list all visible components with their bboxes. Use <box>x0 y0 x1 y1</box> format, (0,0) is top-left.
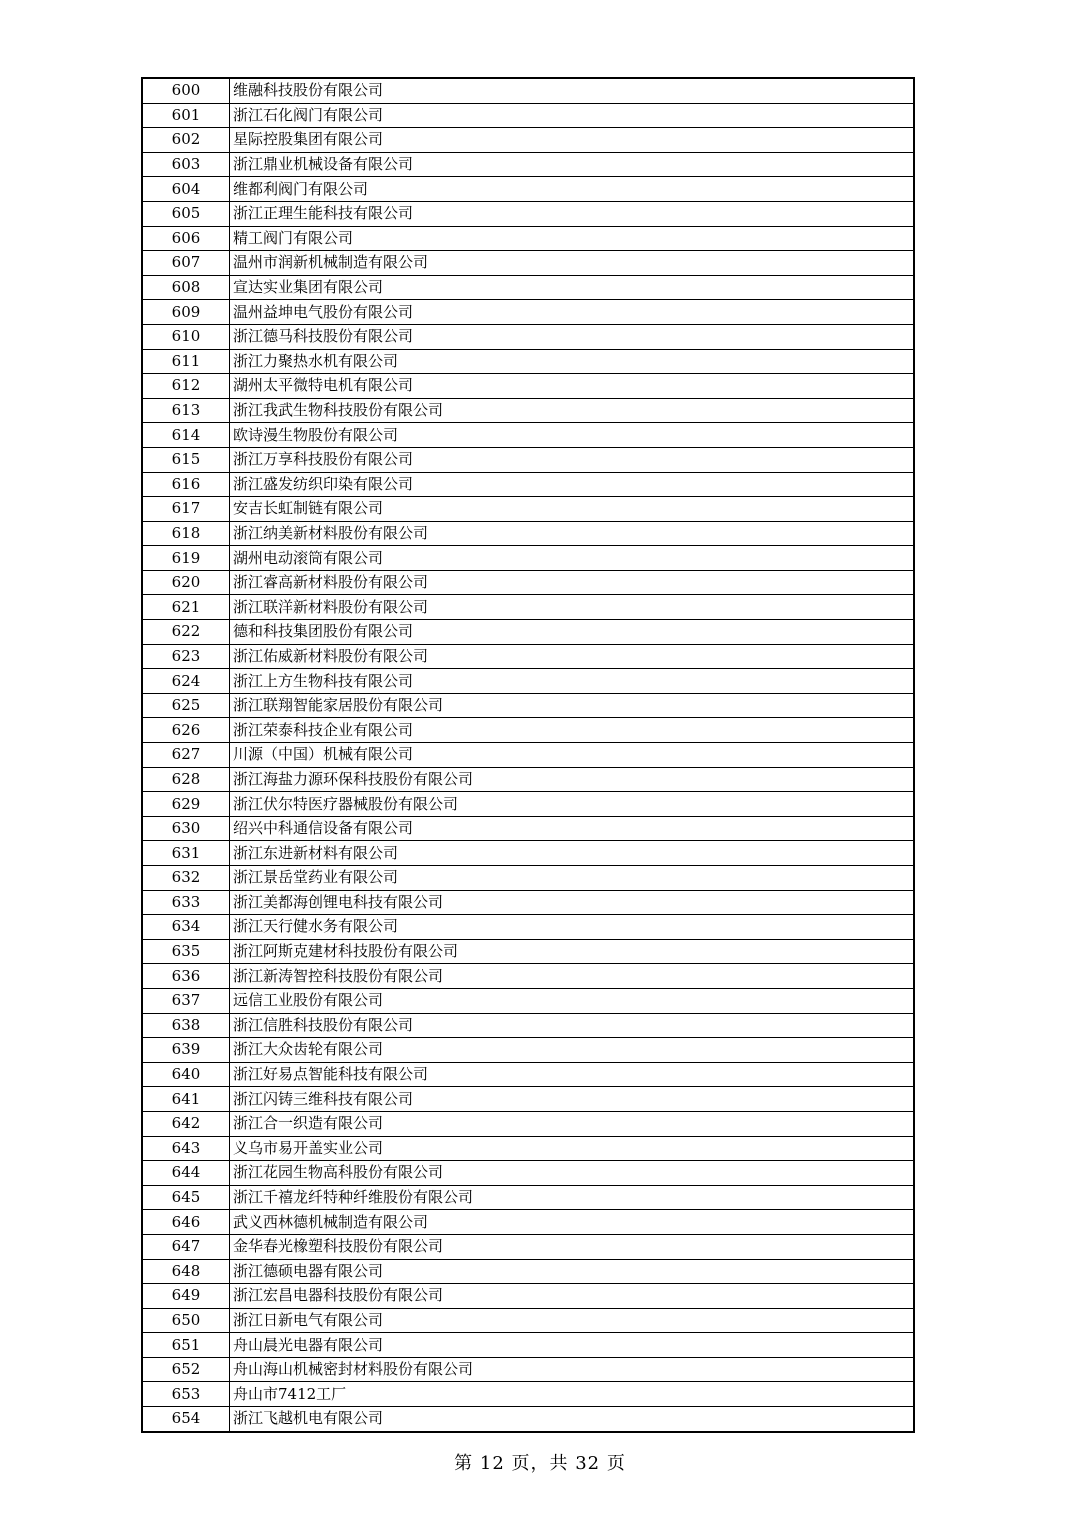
table-row <box>142 816 914 841</box>
company-name-cell: 欧诗漫生物股份有限公司 <box>230 423 915 448</box>
row-index-cell: 612 <box>142 374 230 399</box>
company-name-cell: 湖州电动滚筒有限公司 <box>230 546 915 571</box>
company-name-cell: 浙江信胜科技股份有限公司 <box>230 1013 915 1038</box>
company-name-cell: 温州益坤电气股份有限公司 <box>230 300 915 325</box>
row-index-cell: 651 <box>142 1333 230 1358</box>
row-index-cell: 603 <box>142 152 230 177</box>
row-index-cell: 640 <box>142 1062 230 1087</box>
company-name-cell: 浙江睿高新材料股份有限公司 <box>230 570 915 595</box>
row-index-cell: 636 <box>142 964 230 989</box>
table-row <box>142 964 914 989</box>
table-row <box>142 1087 914 1112</box>
table-row <box>142 546 914 571</box>
table-row <box>142 1185 914 1210</box>
company-name-cell: 星际控股集团有限公司 <box>230 128 915 153</box>
row-index-cell: 625 <box>142 693 230 718</box>
table-row <box>142 693 914 718</box>
row-index-cell: 601 <box>142 103 230 128</box>
table-row <box>142 939 914 964</box>
table-row <box>142 1382 914 1407</box>
company-name-cell: 浙江万享科技股份有限公司 <box>230 447 915 472</box>
table-row <box>142 1407 914 1432</box>
company-name-cell: 宣达实业集团有限公司 <box>230 275 915 300</box>
company-name-cell: 浙江纳美新材料股份有限公司 <box>230 521 915 546</box>
row-index-cell: 622 <box>142 620 230 645</box>
table-row <box>142 1136 914 1161</box>
table-row <box>142 349 914 374</box>
table-row <box>142 767 914 792</box>
company-name-cell: 浙江合一织造有限公司 <box>230 1111 915 1136</box>
row-index-cell: 618 <box>142 521 230 546</box>
table-row <box>142 251 914 276</box>
company-name-cell: 温州市润新机械制造有限公司 <box>230 251 915 276</box>
row-index-cell: 639 <box>142 1038 230 1063</box>
row-index-cell: 638 <box>142 1013 230 1038</box>
row-index-cell: 623 <box>142 644 230 669</box>
row-index-cell: 602 <box>142 128 230 153</box>
company-list-body <box>142 78 914 1432</box>
company-name-cell: 浙江景岳堂药业有限公司 <box>230 866 915 891</box>
row-index-cell: 647 <box>142 1234 230 1259</box>
company-name-cell: 浙江德马科技股份有限公司 <box>230 324 915 349</box>
table-row <box>142 1210 914 1235</box>
row-index-cell: 621 <box>142 595 230 620</box>
row-index-cell: 613 <box>142 398 230 423</box>
row-index-cell: 642 <box>142 1111 230 1136</box>
row-index-cell: 646 <box>142 1210 230 1235</box>
company-name-cell: 浙江盛发纺织印染有限公司 <box>230 472 915 497</box>
row-index-cell: 605 <box>142 201 230 226</box>
table-row <box>142 1259 914 1284</box>
row-index-cell: 600 <box>142 78 230 103</box>
company-name-cell: 浙江力聚热水机有限公司 <box>230 349 915 374</box>
table-row <box>142 128 914 153</box>
company-name-cell: 远信工业股份有限公司 <box>230 988 915 1013</box>
row-index-cell: 650 <box>142 1308 230 1333</box>
company-name-cell: 浙江好易点智能科技有限公司 <box>230 1062 915 1087</box>
row-index-cell: 653 <box>142 1382 230 1407</box>
row-index-cell: 634 <box>142 915 230 940</box>
row-index-cell: 629 <box>142 792 230 817</box>
table-row <box>142 620 914 645</box>
table-row <box>142 644 914 669</box>
row-index-cell: 632 <box>142 866 230 891</box>
table-row <box>142 103 914 128</box>
company-name-cell: 川源（中国）机械有限公司 <box>230 743 915 768</box>
row-index-cell: 641 <box>142 1087 230 1112</box>
row-index-cell: 654 <box>142 1407 230 1432</box>
row-index-cell: 648 <box>142 1259 230 1284</box>
company-name-cell: 浙江佑威新材料股份有限公司 <box>230 644 915 669</box>
company-name-cell: 金华春光橡塑科技股份有限公司 <box>230 1234 915 1259</box>
company-name-cell: 浙江联翔智能家居股份有限公司 <box>230 693 915 718</box>
table-row <box>142 718 914 743</box>
row-index-cell: 616 <box>142 472 230 497</box>
table-row <box>142 1357 914 1382</box>
table-row <box>142 324 914 349</box>
row-index-cell: 610 <box>142 324 230 349</box>
company-name-cell: 舟山市7412工厂 <box>230 1382 915 1407</box>
table-row <box>142 1308 914 1333</box>
company-name-cell: 浙江东进新材料有限公司 <box>230 841 915 866</box>
table-row <box>142 1111 914 1136</box>
table-row <box>142 570 914 595</box>
table-row <box>142 423 914 448</box>
row-index-cell: 611 <box>142 349 230 374</box>
company-name-cell: 浙江海盐力源环保科技股份有限公司 <box>230 767 915 792</box>
row-index-cell: 645 <box>142 1185 230 1210</box>
company-name-cell: 浙江鼎业机械设备有限公司 <box>230 152 915 177</box>
table-row <box>142 1038 914 1063</box>
table-row <box>142 374 914 399</box>
company-name-cell: 浙江美都海创锂电科技有限公司 <box>230 890 915 915</box>
table-row <box>142 1284 914 1309</box>
row-index-cell: 627 <box>142 743 230 768</box>
table-row <box>142 1234 914 1259</box>
table-row <box>142 152 914 177</box>
company-name-cell: 浙江阿斯克建材科技股份有限公司 <box>230 939 915 964</box>
company-name-cell: 安吉长虹制链有限公司 <box>230 497 915 522</box>
company-name-cell: 浙江宏昌电器科技股份有限公司 <box>230 1284 915 1309</box>
table-row <box>142 1161 914 1186</box>
page-footer: 第 12 页，共 32 页 <box>454 1453 626 1474</box>
row-index-cell: 624 <box>142 669 230 694</box>
row-index-cell: 649 <box>142 1284 230 1309</box>
table-row <box>142 177 914 202</box>
company-name-cell: 舟山海山机械密封材料股份有限公司 <box>230 1357 915 1382</box>
table-row <box>142 275 914 300</box>
company-name-cell: 浙江石化阀门有限公司 <box>230 103 915 128</box>
company-name-cell: 浙江我武生物科技股份有限公司 <box>230 398 915 423</box>
company-name-cell: 湖州太平微特电机有限公司 <box>230 374 915 399</box>
company-name-cell: 绍兴中科通信设备有限公司 <box>230 816 915 841</box>
row-index-cell: 635 <box>142 939 230 964</box>
company-name-cell: 德和科技集团股份有限公司 <box>230 620 915 645</box>
row-index-cell: 637 <box>142 988 230 1013</box>
company-name-cell: 维都利阀门有限公司 <box>230 177 915 202</box>
row-index-cell: 630 <box>142 816 230 841</box>
table-row <box>142 988 914 1013</box>
row-index-cell: 628 <box>142 767 230 792</box>
table-row <box>142 472 914 497</box>
row-index-cell: 609 <box>142 300 230 325</box>
table-row <box>142 398 914 423</box>
company-name-cell: 浙江正理生能科技有限公司 <box>230 201 915 226</box>
row-index-cell: 633 <box>142 890 230 915</box>
table-row <box>142 841 914 866</box>
company-name-cell: 浙江大众齿轮有限公司 <box>230 1038 915 1063</box>
company-name-cell: 浙江花园生物高科股份有限公司 <box>230 1161 915 1186</box>
company-name-cell: 舟山晨光电器有限公司 <box>230 1333 915 1358</box>
company-name-cell: 浙江联洋新材料股份有限公司 <box>230 595 915 620</box>
table-row <box>142 669 914 694</box>
company-name-cell: 浙江上方生物科技有限公司 <box>230 669 915 694</box>
company-name-cell: 浙江新涛智控科技股份有限公司 <box>230 964 915 989</box>
row-index-cell: 608 <box>142 275 230 300</box>
company-name-cell: 精工阀门有限公司 <box>230 226 915 251</box>
company-name-cell: 武义西林德机械制造有限公司 <box>230 1210 915 1235</box>
company-name-cell: 浙江德硕电器有限公司 <box>230 1259 915 1284</box>
row-index-cell: 615 <box>142 447 230 472</box>
company-name-cell: 浙江伏尔特医疗器械股份有限公司 <box>230 792 915 817</box>
table-row <box>142 201 914 226</box>
table-row <box>142 1333 914 1358</box>
row-index-cell: 619 <box>142 546 230 571</box>
table-row <box>142 497 914 522</box>
row-index-cell: 644 <box>142 1161 230 1186</box>
company-name-cell: 浙江荣泰科技企业有限公司 <box>230 718 915 743</box>
table-row <box>142 866 914 891</box>
row-index-cell: 643 <box>142 1136 230 1161</box>
row-index-cell: 652 <box>142 1357 230 1382</box>
row-index-cell: 614 <box>142 423 230 448</box>
company-name-cell: 浙江飞越机电有限公司 <box>230 1407 915 1432</box>
row-index-cell: 620 <box>142 570 230 595</box>
row-index-cell: 631 <box>142 841 230 866</box>
table-row <box>142 792 914 817</box>
row-index-cell: 606 <box>142 226 230 251</box>
table-row <box>142 521 914 546</box>
company-name-cell: 浙江闪铸三维科技有限公司 <box>230 1087 915 1112</box>
company-name-cell: 维融科技股份有限公司 <box>230 78 915 103</box>
table-row <box>142 226 914 251</box>
table-row <box>142 595 914 620</box>
company-name-cell: 浙江千禧龙纤特种纤维股份有限公司 <box>230 1185 915 1210</box>
row-index-cell: 604 <box>142 177 230 202</box>
company-name-cell: 义乌市易开盖实业公司 <box>230 1136 915 1161</box>
table-row <box>142 1013 914 1038</box>
table-row <box>142 915 914 940</box>
table-row <box>142 890 914 915</box>
row-index-cell: 617 <box>142 497 230 522</box>
company-list-table <box>141 77 915 1433</box>
row-index-cell: 626 <box>142 718 230 743</box>
company-name-cell: 浙江日新电气有限公司 <box>230 1308 915 1333</box>
table-row <box>142 743 914 768</box>
table-row <box>142 300 914 325</box>
table-row <box>142 78 914 103</box>
table-row <box>142 447 914 472</box>
company-name-cell: 浙江天行健水务有限公司 <box>230 915 915 940</box>
row-index-cell: 607 <box>142 251 230 276</box>
table-row <box>142 1062 914 1087</box>
